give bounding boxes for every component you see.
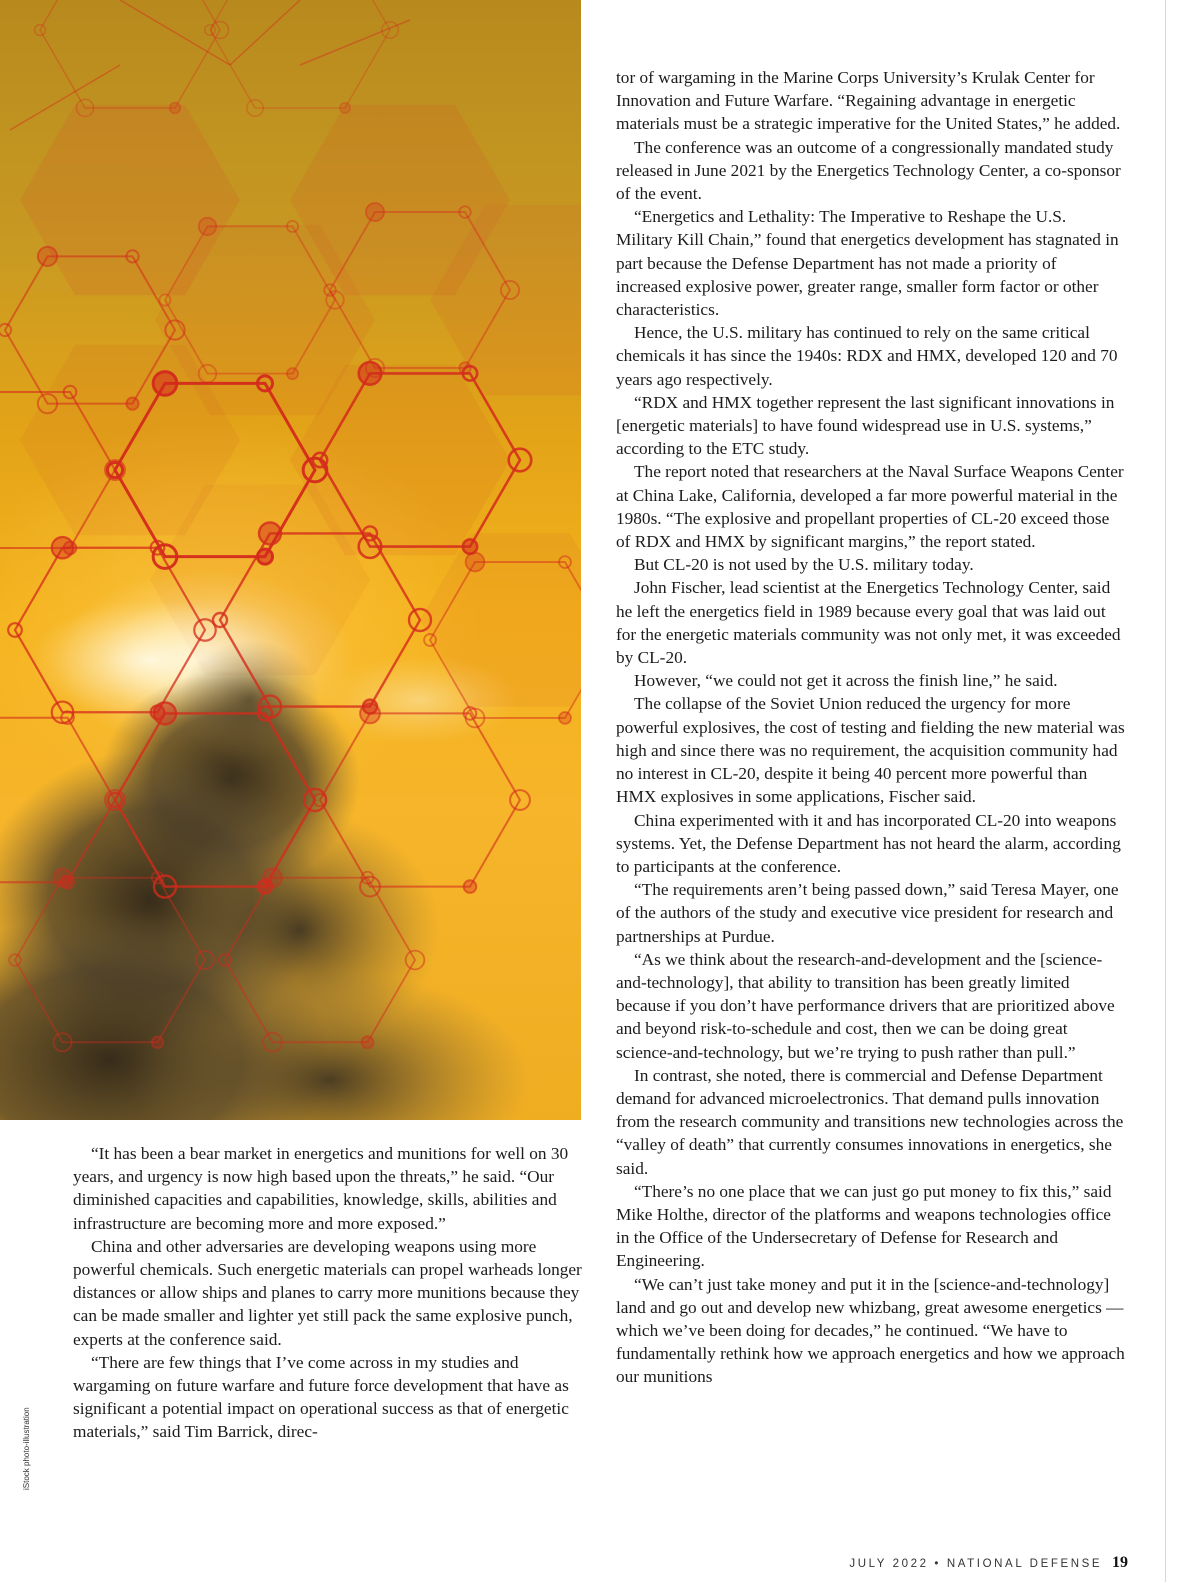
paragraph: “We can’t just take money and put it in the [science-and-technology] land and go out and develop new whizbang, great awesome energetics — which we’ve been doing for decades,” he continued. “We have to fundamentally rethink how we approach energetics and how we approach our munitions — [616, 1274, 1125, 1387]
paragraph: tor of wargaming in the Marine Corps University’s Krulak Center for Innovation and Future Warfare. “Regaining advantage in energetic materials must be a strategic imperative for the United States,” he added. — [616, 68, 1121, 134]
article-column-left — [73, 1142, 583, 1444]
paragraph: “The requirements aren’t being passed down,” said Teresa Mayer, one of the authors of the study and executive vice president for research and partnerships at Purdue. — [616, 880, 1119, 946]
paragraph: The report noted that researchers at the Naval Surface Weapons Center at China Lake, California, developed a far more powerful material in the 1980s. “The explosive and propellant properties of CL-20 exceed those of RDX and HMX by significant margins,” the report stated. — [616, 462, 1124, 552]
paragraph: “It has been a bear market in energetics and munitions for well on 30 years, and urgency is now high based upon the threats,” he said. “Our diminished capacities and capabilities, knowledge, skills, abilities and infrastructure are becoming more and more exposed.” — [73, 1144, 569, 1233]
paragraph: “Energetics and Lethality: The Imperative to Reshape the U.S. Military Kill Chain,” found that energetics development has stagnated in part because the Defense Department has not made a priority of increased explosive power, greater range, smaller form factor or other characteristics. — [616, 207, 1119, 320]
paragraph: But CL-20 is not used by the U.S. military today. — [634, 555, 974, 575]
page-edge-rule — [1165, 0, 1166, 1582]
paragraph: However, “we could not get it across the finish line,” he said. — [634, 671, 1058, 691]
paragraph: In contrast, she noted, there is commercial and Defense Department demand for advanced microelectronics. That demand pulls innovation from the research community and transitions new technologies across the “valley of death” that currently consumes innovations in energetics, she said. — [616, 1065, 1124, 1178]
paragraph: The conference was an outcome of a congressionally mandated study released in June 2021 by the Energetics Technology Center, a co-sponsor of the event. — [616, 137, 1121, 204]
paragraph: China experimented with it and has incorporated CL-20 into weapons systems. Yet, the Defense Department has not heard the alarm, according to participants at the conference. — [616, 810, 1121, 876]
paragraph: Hence, the U.S. military has continued to rely on the same critical chemicals it has since the 1940s: RDX and HMX, developed 120 and 70 years ago respectively. — [616, 323, 1118, 389]
photo-credit: iStock photo-illustration — [22, 1407, 31, 1490]
footer-issue-date: JULY 2022 — [849, 1558, 929, 1570]
footer-magazine-name: NATIONAL DEFENSE — [946, 1558, 1103, 1570]
article-photo — [0, 0, 581, 1120]
paragraph: The collapse of the Soviet Union reduced the urgency for more powerful explosives, the cost of testing and fielding the new material was high and since there was no requirement, the acquisition community had no interest in CL-20, despite it being 40 percent more powerful than HMX explosives in some applications, Fischer said. — [616, 694, 1125, 807]
paragraph: “There’s no one place that we can just go put money to fix this,” said Mike Holthe, director of the platforms and weapons technologies office in the Office of the Undersecretary of Defense for Research and Engineering. — [616, 1181, 1112, 1271]
page-number: 19 — [1112, 1554, 1128, 1571]
hexagon-network-illustration — [0, 0, 581, 1120]
paragraph: John Fischer, lead scientist at the Energetics Technology Center, said he left the energetics field in 1989 because every goal that was laid out for the energetic materials community was not only met, it was exceeded by CL-20. — [616, 578, 1121, 668]
paragraph: “RDX and HMX together represent the last significant innovations in [energetic materials] to have found widespread use in U.S. systems,” according to the ETC study. — [616, 392, 1115, 459]
paragraph: “There are few things that I’ve come across in my studies and wargaming on future warfare and future force development that have as significant a potential impact on operational success as that of energetic materials,” said Tim Barrick, direc- — [73, 1352, 569, 1442]
footer-separator: • — [934, 1558, 942, 1570]
paragraph: “As we think about the research-and-development and the [science-and-technology], that ability to transition has been greatly limited because if you don’t have performance drivers that are prioritized above and beyond risk-to-schedule and cost, then we can be doing great science-and-technology, but we’re trying to push rather than pull.” — [616, 949, 1115, 1062]
paragraph: China and other adversaries are developing weapons using more powerful chemicals. Such energetic materials can propel warheads longer distances or allow ships and planes to carry more munitions because they can be made smaller and lighter yet still pack the same explosive punch, experts at the conference said. — [73, 1236, 582, 1349]
article-column-right — [616, 66, 1126, 1389]
page-footer — [849, 1554, 1128, 1572]
